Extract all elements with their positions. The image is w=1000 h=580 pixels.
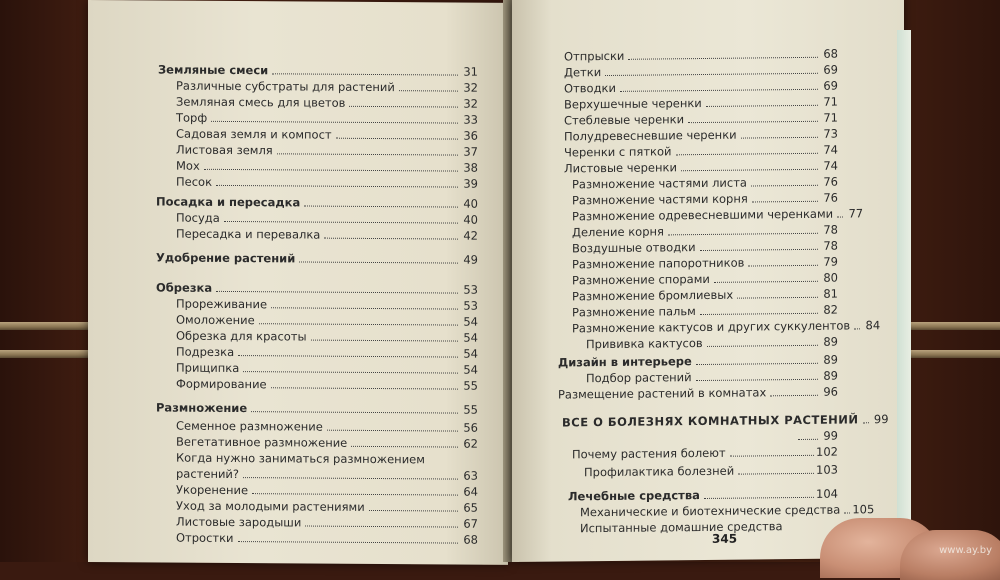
toc-entry — [176, 345, 478, 361]
toc-entry — [156, 280, 478, 296]
dot-leader — [324, 238, 458, 240]
toc-entry-page: 71 — [820, 111, 838, 125]
toc-entry-page: 31 — [460, 65, 478, 79]
toc-entry — [564, 95, 838, 112]
toc-entry-title: Деление корня — [572, 224, 666, 239]
toc-entry-title: Почему растения болеют — [572, 446, 728, 462]
dot-leader — [311, 340, 458, 342]
dot-leader — [700, 313, 818, 315]
toc-entry-page: 55 — [460, 403, 478, 417]
toc-entry — [794, 429, 838, 443]
toc-entry-title: Верхушечные черенки — [564, 96, 704, 111]
toc-entry — [564, 127, 838, 144]
page-number: 345 — [712, 532, 737, 546]
toc-entry — [586, 335, 838, 352]
toc-entry-page: 49 — [460, 253, 478, 267]
toc-entry-page: 55 — [460, 379, 478, 393]
toc-entry-page: 38 — [460, 161, 478, 175]
toc-entry — [564, 111, 838, 128]
dot-leader — [271, 307, 458, 309]
toc-entry-page: 69 — [820, 63, 838, 77]
toc-entry — [568, 487, 838, 504]
toc-entry — [584, 463, 838, 480]
dot-leader — [605, 73, 818, 76]
toc-entry — [156, 400, 478, 416]
toc-entry-page: 104 — [816, 487, 838, 501]
dot-leader — [243, 477, 458, 480]
toc-entry-page: 74 — [820, 143, 838, 157]
toc-entry-page: 37 — [460, 145, 478, 159]
dot-leader — [737, 297, 818, 299]
dot-leader — [369, 510, 458, 512]
toc-entry-page: 77 — [845, 206, 863, 220]
dot-leader — [714, 281, 818, 283]
toc-entry-title: Листовая земля — [176, 143, 275, 158]
toc-entry-title: Прищипка — [176, 361, 241, 375]
dot-leader — [854, 328, 860, 329]
toc-entry-page: 73 — [820, 127, 838, 141]
toc-entry — [572, 223, 838, 240]
toc-entry-title: Когда нужно заниматься размножением — [176, 451, 427, 467]
toc-entry — [572, 271, 838, 288]
dot-leader — [798, 439, 818, 440]
toc-entry — [176, 79, 478, 95]
toc-entry-page: 80 — [820, 271, 838, 285]
toc-entry-title: Лечебные средства — [568, 488, 702, 503]
dot-leader — [259, 323, 458, 325]
toc-entry-title: растений? — [176, 467, 241, 481]
toc-entry-title: Полудревесневшие черенки — [564, 128, 739, 144]
toc-entry-title: Торф — [176, 111, 209, 125]
toc-entry-page: 99 — [871, 412, 889, 426]
dot-leader — [738, 473, 814, 475]
toc-entry-page: 78 — [820, 239, 838, 253]
toc-entry-page: 63 — [460, 469, 478, 483]
toc-entry — [176, 435, 478, 451]
dot-leader — [696, 363, 818, 365]
toc-entry — [572, 207, 838, 224]
toc-entry-page: 102 — [816, 445, 838, 459]
dot-leader — [863, 422, 869, 423]
dot-leader — [748, 265, 818, 267]
dot-leader — [305, 526, 458, 528]
dot-leader — [707, 345, 818, 347]
dot-leader — [676, 153, 819, 155]
toc-entry — [564, 159, 838, 176]
toc-entry-title: Воздушные отводки — [572, 240, 698, 255]
toc-entry-page: 53 — [460, 283, 478, 297]
toc-entry — [586, 369, 838, 386]
toc-entry-title: Земляная смесь для цветов — [176, 95, 347, 110]
toc-entry-title: Посуда — [176, 211, 222, 225]
toc-entry-title: Профилактика болезней — [584, 464, 736, 480]
toc-entry-page: 78 — [820, 223, 838, 237]
toc-entry — [176, 531, 478, 547]
toc-entry-title: Размножение — [156, 400, 249, 415]
toc-entry — [176, 419, 478, 435]
toc-entry-title: Размножение кактусов и других суккулентов — [572, 318, 852, 335]
dot-leader — [271, 387, 458, 389]
toc-entry — [580, 519, 838, 536]
toc-entry-page: 32 — [460, 81, 478, 95]
toc-entry-title: Размножение частями листа — [572, 176, 749, 192]
dot-leader — [243, 371, 458, 373]
toc-entry — [564, 47, 838, 64]
toc-entry-page: 54 — [460, 347, 478, 361]
dot-leader — [224, 221, 458, 224]
toc-entry-title: Семенное размножение — [176, 419, 325, 434]
toc-entry — [176, 111, 478, 127]
toc-entry-title: Листовые черенки — [564, 160, 679, 175]
toc-entry-title: Садовая земля и компост — [176, 127, 334, 142]
toc-entry-title: Омоложение — [176, 313, 257, 328]
toc-entry-page: 69 — [820, 79, 838, 93]
toc-entry — [156, 250, 478, 266]
dot-leader — [628, 57, 818, 60]
watermark: www.ay.by — [939, 545, 992, 556]
toc-entry-title: Отпрыски — [564, 49, 626, 64]
toc-entry-page: 82 — [820, 303, 838, 317]
toc-entry-page: 71 — [820, 95, 838, 109]
toc-entry — [564, 143, 838, 160]
toc-entry — [176, 483, 478, 499]
toc-entry-title: Обрезка — [156, 280, 214, 294]
page-edge — [897, 30, 911, 530]
toc-entry-title: Размножение бромлиевых — [572, 288, 735, 304]
toc-entry-title: Песок — [176, 175, 214, 189]
toc-entry-title: Механические и биотехнические средства — [580, 503, 842, 520]
toc-entry-title: Размножение спорами — [572, 272, 712, 287]
dot-leader — [252, 493, 458, 495]
toc-entry — [176, 361, 478, 377]
dot-leader — [620, 89, 818, 92]
dot-leader — [730, 455, 814, 457]
toc-entry-title: Формирование — [176, 377, 269, 392]
toc-entry-page: 54 — [460, 331, 478, 345]
toc-entry-page: 40 — [460, 197, 478, 211]
toc-entry-page: 74 — [820, 159, 838, 173]
toc-entry-title: Размножение частями корня — [572, 192, 750, 208]
toc-entry-page: 99 — [820, 429, 838, 443]
toc-entry — [572, 319, 838, 336]
toc-entry-page: 33 — [460, 113, 478, 127]
toc-entry-page: 62 — [460, 437, 478, 451]
toc-entry-title: Размножение пальм — [572, 304, 698, 319]
toc-entry — [176, 175, 478, 191]
toc-entry-title: Отростки — [176, 531, 236, 545]
toc-entry-title: Пересадка и перевалка — [176, 227, 322, 242]
toc-entry-title: Вегетативное размножение — [176, 435, 349, 450]
dot-leader — [216, 291, 458, 294]
right-book-page — [512, 0, 904, 562]
toc-entry — [572, 303, 838, 320]
toc-entry-title: Размножение папоротников — [572, 256, 746, 272]
toc-entry-page: 68 — [460, 533, 478, 547]
toc-entry-title: Размещение растений в комнатах — [558, 385, 768, 401]
dot-leader — [351, 446, 458, 448]
dot-leader — [251, 411, 458, 413]
toc-entry-title: Испытанные домашние средства — [580, 519, 785, 535]
dot-leader — [327, 430, 458, 432]
dot-leader — [751, 185, 818, 187]
toc-entry — [572, 445, 838, 462]
toc-entry-title: Обрезка для красоты — [176, 329, 309, 344]
dot-leader — [704, 497, 814, 499]
dot-leader — [681, 169, 818, 171]
dot-leader — [399, 90, 458, 91]
toc-entry-title: Подбор растений — [586, 370, 694, 385]
toc-entry-page: 54 — [460, 315, 478, 329]
toc-entry-title: Уход за молодыми растениями — [176, 499, 367, 514]
toc-entry — [558, 385, 838, 402]
toc-entry-title: Земляные смеси — [158, 62, 270, 77]
toc-entry-page: 54 — [460, 363, 478, 377]
toc-entry-title: Отводки — [564, 81, 618, 96]
toc-entry-title: Размножение одревесневшими черенками — [572, 207, 835, 224]
toc-entry-title: Черенки с пяткой — [564, 144, 674, 159]
toc-entry — [580, 503, 838, 520]
dot-leader — [741, 137, 818, 139]
dot-leader — [706, 105, 818, 107]
left-book-page — [88, 0, 508, 565]
dot-leader — [216, 185, 458, 188]
toc-entry — [176, 451, 328, 466]
dot-leader — [277, 153, 458, 155]
toc-entry-title: Прививка кактусов — [586, 336, 705, 351]
toc-entry-page: 39 — [460, 177, 478, 191]
toc-entry — [572, 255, 838, 272]
toc-entry-page: 81 — [820, 287, 838, 301]
dot-leader — [770, 395, 818, 396]
toc-entry-page: 76 — [820, 191, 838, 205]
toc-entry — [176, 467, 478, 483]
toc-entry-title: Стеблевые черенки — [564, 112, 686, 127]
toc-entry-title: Дизайн в интерьере — [558, 354, 694, 369]
toc-entry — [176, 499, 478, 515]
toc-entry-page: 53 — [460, 299, 478, 313]
dot-leader — [688, 121, 818, 123]
toc-entry — [572, 239, 838, 256]
toc-entry — [572, 287, 838, 304]
toc-entry — [158, 62, 478, 78]
toc-entry — [176, 95, 478, 111]
toc-entry-title: Листовые зародыши — [176, 515, 303, 530]
toc-entry-title: Различные субстраты для растений — [176, 79, 397, 95]
toc-entry-page: 67 — [460, 517, 478, 531]
toc-entry-title: ВСЕ О БОЛЕЗНЯХ КОМНАТНЫХ РАСТЕНИЙ — [562, 412, 861, 429]
toc-entry-page: 32 — [460, 97, 478, 111]
toc-entry — [572, 175, 838, 192]
dot-leader — [349, 106, 458, 108]
toc-entry-title: Мох — [176, 159, 202, 173]
toc-entry-page: 64 — [460, 485, 478, 499]
toc-entry-page: 89 — [820, 369, 838, 383]
toc-entry — [564, 63, 838, 80]
dot-leader — [272, 73, 458, 75]
toc-entry — [176, 313, 478, 329]
toc-entry-page: 84 — [862, 318, 880, 332]
toc-entry-title: Посадка и пересадка — [156, 194, 302, 209]
toc-entry-page: 103 — [816, 463, 838, 477]
toc-entry-page: 36 — [460, 129, 478, 143]
dot-leader — [668, 233, 818, 236]
toc-entry — [558, 353, 838, 370]
toc-entry-page: 105 — [852, 502, 870, 516]
toc-entry-page: 56 — [460, 421, 478, 435]
toc-entry-page: 89 — [820, 353, 838, 367]
toc-entry — [176, 227, 478, 243]
toc-entry-page: 96 — [820, 385, 838, 399]
toc-entry — [156, 194, 478, 210]
toc-entry-page: 40 — [460, 213, 478, 227]
toc-entry-page: 65 — [460, 501, 478, 515]
toc-entry-title: Детки — [564, 65, 603, 79]
toc-entry — [562, 413, 838, 430]
toc-entry-page: 89 — [820, 335, 838, 349]
toc-entry — [176, 329, 478, 345]
dot-leader — [204, 169, 458, 172]
toc-entry-page: 79 — [820, 255, 838, 269]
dot-leader — [211, 121, 458, 124]
dot-leader — [844, 512, 850, 513]
dot-leader — [238, 355, 458, 358]
toc-entry — [176, 159, 478, 175]
toc-entry-title: Удобрение растений — [156, 250, 297, 265]
toc-entry — [564, 79, 838, 96]
dot-leader — [837, 217, 843, 218]
dot-leader — [696, 379, 818, 381]
dot-leader — [700, 249, 818, 251]
toc-entry-page: 76 — [820, 175, 838, 189]
toc-entry-title: Прореживание — [176, 297, 269, 312]
dot-leader — [752, 201, 818, 203]
toc-entry — [176, 211, 478, 227]
toc-entry — [176, 297, 478, 313]
toc-entry — [176, 515, 478, 531]
toc-entry-title: Укоренение — [176, 483, 250, 498]
toc-entry-page: 42 — [460, 229, 478, 243]
toc-entry-title: Подрезка — [176, 345, 236, 359]
dot-leader — [299, 261, 458, 263]
toc-entry-page: 68 — [820, 47, 838, 61]
dot-leader — [336, 138, 458, 140]
dot-leader — [304, 206, 458, 208]
toc-entry — [176, 143, 478, 159]
dot-leader — [238, 541, 458, 544]
toc-entry — [572, 191, 838, 208]
toc-entry — [176, 127, 478, 143]
toc-entry — [176, 377, 478, 393]
